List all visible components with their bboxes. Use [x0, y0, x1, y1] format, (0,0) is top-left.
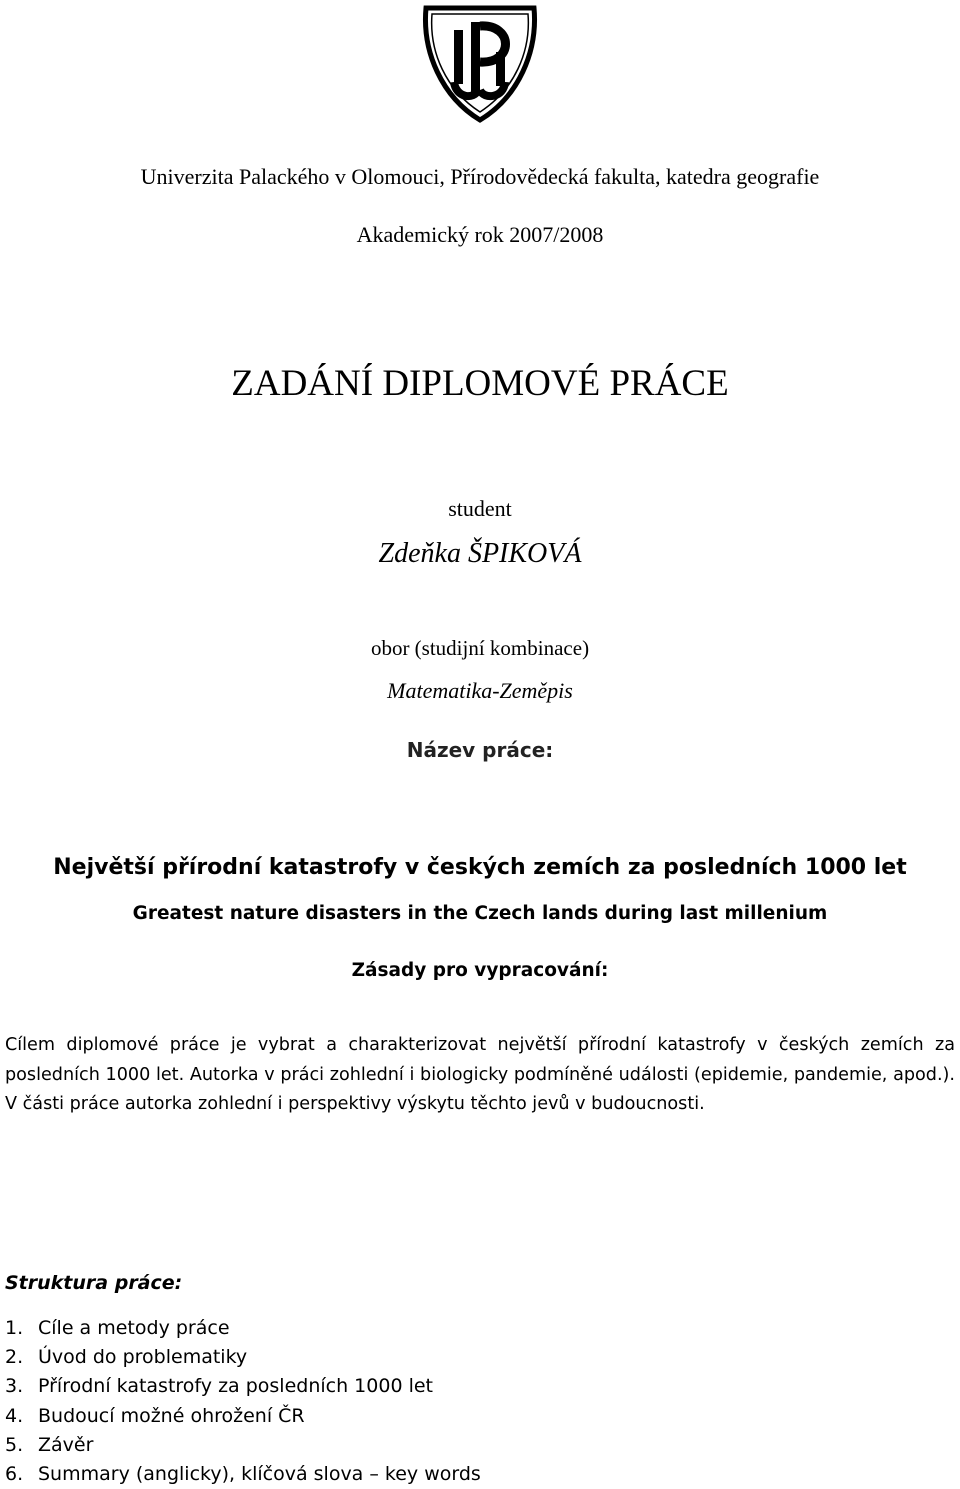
list-item [5, 1460, 481, 1489]
field-label: obor (studijní kombinace) [370, 636, 590, 660]
list-item [5, 1431, 481, 1460]
student-label: student [448, 496, 512, 521]
thesis-title-czech: Největší přírodní katastrofy v českých zemích za posledních 1000 let [53, 855, 907, 880]
structure-heading: Struktura práce: [5, 1272, 183, 1294]
principles-text: Cílem diplomové práce je vybrat a charakterizovat největší přírodní katastrofy v českých zemích za posledních 1000 let. Autorka v práci zohlední i biologicky podmíněné události (epidemie, pandemie, apod.). V části práce autorka zohlední i perspektivy výskytu těchto jevů v budoucnosti. [5, 1035, 955, 1114]
thesis-name-label: Název práce: [406, 738, 554, 762]
list-item-number: 2. [5, 1346, 24, 1369]
list-item-number: 5. [5, 1433, 24, 1456]
list-item-number: 1. [5, 1317, 24, 1339]
list-item [5, 1402, 481, 1431]
list-item-text: Budoucí možné ohrožení ČR [38, 1404, 305, 1427]
list-item [5, 1343, 481, 1372]
list-item-text: Přírodní katastrofy za posledních 1000 let [38, 1375, 433, 1398]
list-item-text: Úvod do problematiky [38, 1346, 248, 1369]
list-item-text: Závěr [38, 1433, 94, 1456]
list-item [5, 1372, 481, 1401]
list-item-number: 4. [5, 1404, 24, 1427]
principles-label: Zásady pro vypracování: [351, 960, 609, 981]
field-value: Matematika-Zeměpis [387, 678, 573, 703]
university-name: Univerzita Palackého v Olomouci, Přírodovědecká fakulta, katedra geografie [140, 164, 820, 189]
structure-list [5, 1314, 481, 1489]
academic-year [0, 222, 960, 248]
university-logo-icon [418, 2, 542, 124]
list-item-text: Cíle a metody práce [38, 1317, 230, 1339]
academic-year-value: 2007/2008 [509, 222, 604, 247]
list-item [5, 1314, 481, 1343]
list-item-text: Summary (anglicky), klíčová slova – key words [38, 1463, 481, 1486]
document-title: ZADÁNÍ DIPLOMOVÉ PRÁCE [231, 363, 729, 404]
list-item-number: 6. [5, 1463, 24, 1486]
academic-year-label: Akademický rok [356, 222, 510, 247]
thesis-title-english: Greatest nature disasters in the Czech lands during last millenium [132, 903, 828, 924]
list-item-number: 3. [5, 1375, 24, 1398]
student-name: Zdeňka ŠPIKOVÁ [378, 538, 582, 569]
